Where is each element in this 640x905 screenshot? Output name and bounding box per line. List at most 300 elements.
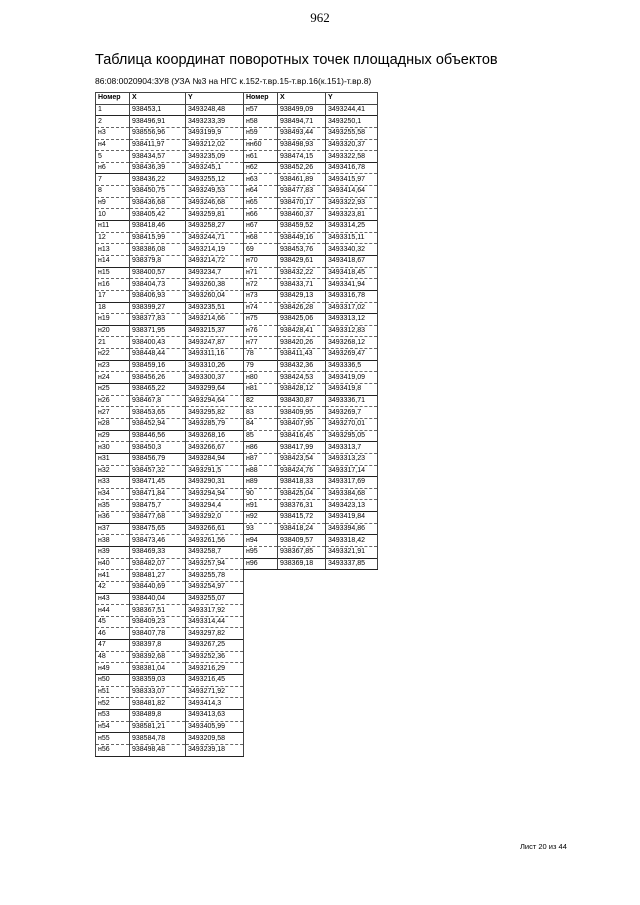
- cell-y: 3493314,25: [326, 221, 378, 233]
- table-row: [244, 314, 378, 326]
- cell-number: н68: [244, 232, 278, 244]
- table-row: [96, 151, 244, 163]
- table-row: [244, 407, 378, 419]
- table-row: [244, 442, 378, 454]
- cell-number: н87: [244, 453, 278, 465]
- table-row: [96, 628, 244, 640]
- cell-y: 3493405,99: [186, 721, 244, 733]
- table-row: [96, 139, 244, 151]
- cell-number: н94: [244, 535, 278, 547]
- cell-y: 3493320,37: [326, 139, 378, 151]
- cell-number: н61: [244, 151, 278, 163]
- cell-x: 938379,8: [130, 255, 186, 267]
- sheet-counter: Лист 20 из 44: [520, 842, 567, 851]
- cell-number: н95: [244, 546, 278, 558]
- cell-x: 938418,46: [130, 221, 186, 233]
- cell-y: 3493270,01: [326, 418, 378, 430]
- table-row: [96, 477, 244, 489]
- cell-y: 3493321,91: [326, 546, 378, 558]
- cell-x: 938429,13: [278, 290, 326, 302]
- table-row: [96, 663, 244, 675]
- cell-y: 3493294,64: [186, 395, 244, 407]
- cell-number: 17: [96, 290, 130, 302]
- cell-number: 1: [96, 104, 130, 116]
- header-x: X: [278, 93, 326, 105]
- table-row: [244, 151, 378, 163]
- cell-number: н35: [96, 500, 130, 512]
- cell-x: 938432,22: [278, 267, 326, 279]
- table-row: [96, 162, 244, 174]
- cell-number: н30: [96, 442, 130, 454]
- cell-number: н29: [96, 430, 130, 442]
- table-row: [96, 418, 244, 430]
- table-row: [96, 314, 244, 326]
- table-row: [244, 430, 378, 442]
- cell-number: н11: [96, 221, 130, 233]
- cell-y: 3493267,25: [186, 640, 244, 652]
- cell-number: н92: [244, 512, 278, 524]
- cell-x: 938428,41: [278, 325, 326, 337]
- table-row: [96, 407, 244, 419]
- table-row: [96, 209, 244, 221]
- table-row: [244, 349, 378, 361]
- cell-y: 3493234,7: [186, 267, 244, 279]
- cell-x: 938499,09: [278, 104, 326, 116]
- cell-y: 3493384,68: [326, 488, 378, 500]
- table-row: [96, 570, 244, 582]
- table-row: [244, 523, 378, 535]
- cell-y: 3493419,84: [326, 512, 378, 524]
- cell-number: 46: [96, 628, 130, 640]
- table-row: [96, 127, 244, 139]
- cell-x: 938467,8: [130, 395, 186, 407]
- cell-x: 938409,23: [130, 616, 186, 628]
- cell-y: 3493255,58: [326, 127, 378, 139]
- cell-x: 938452,94: [130, 418, 186, 430]
- cell-x: 938489,8: [130, 709, 186, 721]
- cell-y: 3493290,31: [186, 477, 244, 489]
- cell-y: 3493311,16: [186, 349, 244, 361]
- table-row: [96, 255, 244, 267]
- cell-number: н19: [96, 314, 130, 326]
- cell-y: 3493209,58: [186, 733, 244, 745]
- table-header-row: [96, 93, 244, 105]
- table-row: [96, 337, 244, 349]
- cell-y: 3493418,67: [326, 255, 378, 267]
- cell-y: 3493214,72: [186, 255, 244, 267]
- cell-number: н51: [96, 686, 130, 698]
- cell-y: 3493199,9: [186, 127, 244, 139]
- cell-x: 938465,22: [130, 384, 186, 396]
- cell-x: 938474,15: [278, 151, 326, 163]
- table-row: [244, 127, 378, 139]
- table-row: [96, 395, 244, 407]
- cell-y: 3493316,78: [326, 290, 378, 302]
- cell-y: 3493244,71: [186, 232, 244, 244]
- cell-number: н41: [96, 570, 130, 582]
- cell-y: 3493419,09: [326, 372, 378, 384]
- cell-number: 79: [244, 360, 278, 372]
- cell-x: 938453,1: [130, 104, 186, 116]
- table-row: [244, 139, 378, 151]
- cell-y: 3493310,26: [186, 360, 244, 372]
- cell-number: н77: [244, 337, 278, 349]
- table-row: [96, 721, 244, 733]
- cell-y: 3493300,37: [186, 372, 244, 384]
- table-row: [96, 104, 244, 116]
- cell-x: 938448,44: [130, 349, 186, 361]
- cell-y: 3493318,42: [326, 535, 378, 547]
- cell-y: 3493294,94: [186, 488, 244, 500]
- cell-number: н66: [244, 209, 278, 221]
- table-row: [96, 593, 244, 605]
- cell-number: 90: [244, 488, 278, 500]
- cell-number: н88: [244, 465, 278, 477]
- cell-number: н40: [96, 558, 130, 570]
- cell-x: 938416,45: [278, 430, 326, 442]
- cell-number: 93: [244, 523, 278, 535]
- cell-y: 3493235,51: [186, 302, 244, 314]
- cell-x: 938452,26: [278, 162, 326, 174]
- cell-y: 3493341,94: [326, 279, 378, 291]
- cell-number: н96: [244, 558, 278, 570]
- cell-number: н32: [96, 465, 130, 477]
- cell-x: 938425,04: [278, 488, 326, 500]
- cell-x: 938417,99: [278, 442, 326, 454]
- table-row: [96, 465, 244, 477]
- table-row: [96, 116, 244, 128]
- cell-y: 3493317,14: [326, 465, 378, 477]
- cell-x: 938423,54: [278, 453, 326, 465]
- cell-y: 3493214,66: [186, 314, 244, 326]
- cell-y: 3493394,86: [326, 523, 378, 535]
- cell-number: н36: [96, 512, 130, 524]
- cell-number: н3: [96, 127, 130, 139]
- table-row: [96, 698, 244, 710]
- table-row: [244, 197, 378, 209]
- table-row: [96, 302, 244, 314]
- cell-x: 938434,57: [130, 151, 186, 163]
- cell-number: н20: [96, 325, 130, 337]
- page-subtitle: 86:08:0020904:3У8 (УЗА №3 на НГС к.152-т.вр.15-т.вр.16(к.151)-т.вр.8): [95, 76, 372, 86]
- header-y: Y: [186, 93, 244, 105]
- table-row: [96, 244, 244, 256]
- table-row: [96, 640, 244, 652]
- cell-x: 938409,57: [278, 535, 326, 547]
- cell-number: 7: [96, 174, 130, 186]
- table-row: [244, 279, 378, 291]
- cell-y: 3493239,18: [186, 744, 244, 756]
- table-row: [96, 442, 244, 454]
- cell-y: 3493418,45: [326, 267, 378, 279]
- cell-number: н65: [244, 197, 278, 209]
- cell-x: 938481,27: [130, 570, 186, 582]
- cell-x: 938475,65: [130, 523, 186, 535]
- table-row: [96, 279, 244, 291]
- cell-y: 3493314,44: [186, 616, 244, 628]
- table-row: [244, 244, 378, 256]
- cell-y: 3493260,38: [186, 279, 244, 291]
- cell-number: 8: [96, 186, 130, 198]
- table-row: [96, 581, 244, 593]
- cell-y: 3493216,29: [186, 663, 244, 675]
- cell-number: н53: [96, 709, 130, 721]
- cell-y: 3493415,97: [326, 174, 378, 186]
- cell-number: 47: [96, 640, 130, 652]
- cell-y: 3493214,19: [186, 244, 244, 256]
- cell-number: н16: [96, 279, 130, 291]
- cell-number: н67: [244, 221, 278, 233]
- cell-number: 69: [244, 244, 278, 256]
- cell-number: н57: [244, 104, 278, 116]
- cell-x: 938432,36: [278, 360, 326, 372]
- cell-y: 3493413,63: [186, 709, 244, 721]
- cell-x: 938449,16: [278, 232, 326, 244]
- cell-number: 18: [96, 302, 130, 314]
- cell-y: 3493246,68: [186, 197, 244, 209]
- table-row: [96, 523, 244, 535]
- table-row: [244, 267, 378, 279]
- table-row: [96, 535, 244, 547]
- cell-y: 3493317,92: [186, 605, 244, 617]
- cell-y: 3493323,81: [326, 209, 378, 221]
- cell-y: 3493414,3: [186, 698, 244, 710]
- table-row: [244, 535, 378, 547]
- cell-x: 938477,83: [278, 186, 326, 198]
- coordinates-table-right: [243, 92, 378, 570]
- cell-x: 938418,33: [278, 477, 326, 489]
- table-row: [96, 290, 244, 302]
- cell-x: 938436,68: [130, 197, 186, 209]
- table-row: [244, 162, 378, 174]
- cell-x: 938367,51: [130, 605, 186, 617]
- cell-y: 3493285,79: [186, 418, 244, 430]
- cell-number: н89: [244, 477, 278, 489]
- table-row: [96, 186, 244, 198]
- cell-x: 938469,33: [130, 546, 186, 558]
- cell-x: 938436,39: [130, 162, 186, 174]
- cell-number: н37: [96, 523, 130, 535]
- cell-x: 938430,87: [278, 395, 326, 407]
- cell-number: н15: [96, 267, 130, 279]
- cell-x: 938436,22: [130, 174, 186, 186]
- cell-number: н62: [244, 162, 278, 174]
- table-row: [244, 302, 378, 314]
- cell-number: 10: [96, 209, 130, 221]
- cell-x: 938556,96: [130, 127, 186, 139]
- cell-number: н27: [96, 407, 130, 419]
- cell-x: 938415,99: [130, 232, 186, 244]
- cell-y: 3493315,11: [326, 232, 378, 244]
- header-number: Номер: [96, 93, 130, 105]
- cell-number: н9: [96, 197, 130, 209]
- cell-y: 3493249,53: [186, 186, 244, 198]
- page-number: 962: [310, 10, 330, 25]
- cell-x: 938429,61: [278, 255, 326, 267]
- table-row: [96, 174, 244, 186]
- cell-y: 3493216,45: [186, 675, 244, 687]
- cell-x: 938496,91: [130, 116, 186, 128]
- cell-x: 938418,24: [278, 523, 326, 535]
- cell-y: 3493336,71: [326, 395, 378, 407]
- cell-x: 938450,3: [130, 442, 186, 454]
- table-row: [244, 418, 378, 430]
- cell-y: 3493244,41: [326, 104, 378, 116]
- cell-x: 938440,04: [130, 593, 186, 605]
- cell-number: н71: [244, 267, 278, 279]
- table-row: [96, 360, 244, 372]
- cell-y: 3493312,83: [326, 325, 378, 337]
- table-row: [244, 512, 378, 524]
- cell-number: 85: [244, 430, 278, 442]
- cell-y: 3493250,1: [326, 116, 378, 128]
- cell-y: 3493299,64: [186, 384, 244, 396]
- table-row: [96, 686, 244, 698]
- cell-number: н33: [96, 477, 130, 489]
- cell-x: 938404,73: [130, 279, 186, 291]
- cell-number: н55: [96, 733, 130, 745]
- table-row: [96, 605, 244, 617]
- cell-x: 938498,93: [278, 139, 326, 151]
- cell-number: н26: [96, 395, 130, 407]
- cell-x: 938471,84: [130, 488, 186, 500]
- cell-number: н39: [96, 546, 130, 558]
- cell-y: 3493295,82: [186, 407, 244, 419]
- cell-x: 938381,04: [130, 663, 186, 675]
- table-row: [96, 675, 244, 687]
- cell-number: 45: [96, 616, 130, 628]
- table-header-row: [244, 93, 378, 105]
- page-title: Таблица координат поворотных точек площадных объектов: [95, 52, 498, 68]
- cell-x: 938473,46: [130, 535, 186, 547]
- cell-y: 3493414,64: [326, 186, 378, 198]
- cell-x: 938581,21: [130, 721, 186, 733]
- cell-y: 3493322,58: [326, 151, 378, 163]
- cell-number: н31: [96, 453, 130, 465]
- cell-x: 938475,7: [130, 500, 186, 512]
- cell-y: 3493245,1: [186, 162, 244, 174]
- cell-y: 3493271,92: [186, 686, 244, 698]
- table-row: [244, 546, 378, 558]
- cell-number: 5: [96, 151, 130, 163]
- table-row: [96, 372, 244, 384]
- cell-x: 938367,85: [278, 546, 326, 558]
- cell-x: 938359,03: [130, 675, 186, 687]
- cell-x: 938482,07: [130, 558, 186, 570]
- cell-y: 3493268,12: [326, 337, 378, 349]
- cell-x: 938494,71: [278, 116, 326, 128]
- cell-x: 938409,95: [278, 407, 326, 419]
- table-row: [96, 349, 244, 361]
- cell-number: н22: [96, 349, 130, 361]
- cell-x: 938453,76: [278, 244, 326, 256]
- cell-number: н28: [96, 418, 130, 430]
- table-row: [96, 651, 244, 663]
- cell-y: 3493247,87: [186, 337, 244, 349]
- cell-number: 83: [244, 407, 278, 419]
- table-row: [96, 488, 244, 500]
- cell-x: 938426,28: [278, 302, 326, 314]
- cell-number: 12: [96, 232, 130, 244]
- cell-number: 78: [244, 349, 278, 361]
- table-row: [244, 500, 378, 512]
- table-row: [96, 744, 244, 756]
- table-row: [244, 337, 378, 349]
- cell-x: 938461,89: [278, 174, 326, 186]
- cell-x: 938369,18: [278, 558, 326, 570]
- cell-number: н72: [244, 279, 278, 291]
- cell-number: н23: [96, 360, 130, 372]
- cell-y: 3493235,09: [186, 151, 244, 163]
- table-row: [244, 221, 378, 233]
- cell-x: 938386,08: [130, 244, 186, 256]
- cell-number: н73: [244, 290, 278, 302]
- cell-number: 42: [96, 581, 130, 593]
- cell-number: н24: [96, 372, 130, 384]
- cell-x: 938460,37: [278, 209, 326, 221]
- cell-y: 3493258,27: [186, 221, 244, 233]
- cell-x: 938425,06: [278, 314, 326, 326]
- cell-number: н49: [96, 663, 130, 675]
- cell-y: 3493259,81: [186, 209, 244, 221]
- table-row: [244, 384, 378, 396]
- cell-x: 938584,78: [130, 733, 186, 745]
- cell-x: 938470,17: [278, 197, 326, 209]
- table-row: [244, 325, 378, 337]
- cell-x: 938392,68: [130, 651, 186, 663]
- cell-x: 938411,97: [130, 139, 186, 151]
- table-row: [96, 232, 244, 244]
- cell-y: 3493313,23: [326, 453, 378, 465]
- table-row: [244, 186, 378, 198]
- cell-number: н76: [244, 325, 278, 337]
- table-row: [96, 430, 244, 442]
- cell-y: 3493258,7: [186, 546, 244, 558]
- cell-y: 3493317,69: [326, 477, 378, 489]
- cell-x: 938477,68: [130, 512, 186, 524]
- cell-number: н80: [244, 372, 278, 384]
- cell-y: 3493419,8: [326, 384, 378, 396]
- cell-x: 938420,26: [278, 337, 326, 349]
- table-row: [244, 255, 378, 267]
- cell-number: н54: [96, 721, 130, 733]
- cell-x: 938377,83: [130, 314, 186, 326]
- cell-y: 3493313,7: [326, 442, 378, 454]
- cell-x: 938400,43: [130, 337, 186, 349]
- table-row: [244, 488, 378, 500]
- cell-number: н44: [96, 605, 130, 617]
- cell-y: 3493266,67: [186, 442, 244, 454]
- table-row: [96, 709, 244, 721]
- cell-y: 3493268,16: [186, 430, 244, 442]
- cell-x: 938397,8: [130, 640, 186, 652]
- cell-y: 3493248,48: [186, 104, 244, 116]
- cell-x: 938433,71: [278, 279, 326, 291]
- cell-y: 3493215,37: [186, 325, 244, 337]
- cell-x: 938481,82: [130, 698, 186, 710]
- cell-y: 3493233,39: [186, 116, 244, 128]
- cell-number: нн60: [244, 139, 278, 151]
- table-row: [96, 197, 244, 209]
- cell-number: н58: [244, 116, 278, 128]
- cell-y: 3493336,5: [326, 360, 378, 372]
- cell-number: н4: [96, 139, 130, 151]
- cell-number: н50: [96, 675, 130, 687]
- table-row: [244, 395, 378, 407]
- header-number: Номер: [244, 93, 278, 105]
- table-row: [96, 546, 244, 558]
- cell-y: 3493322,93: [326, 197, 378, 209]
